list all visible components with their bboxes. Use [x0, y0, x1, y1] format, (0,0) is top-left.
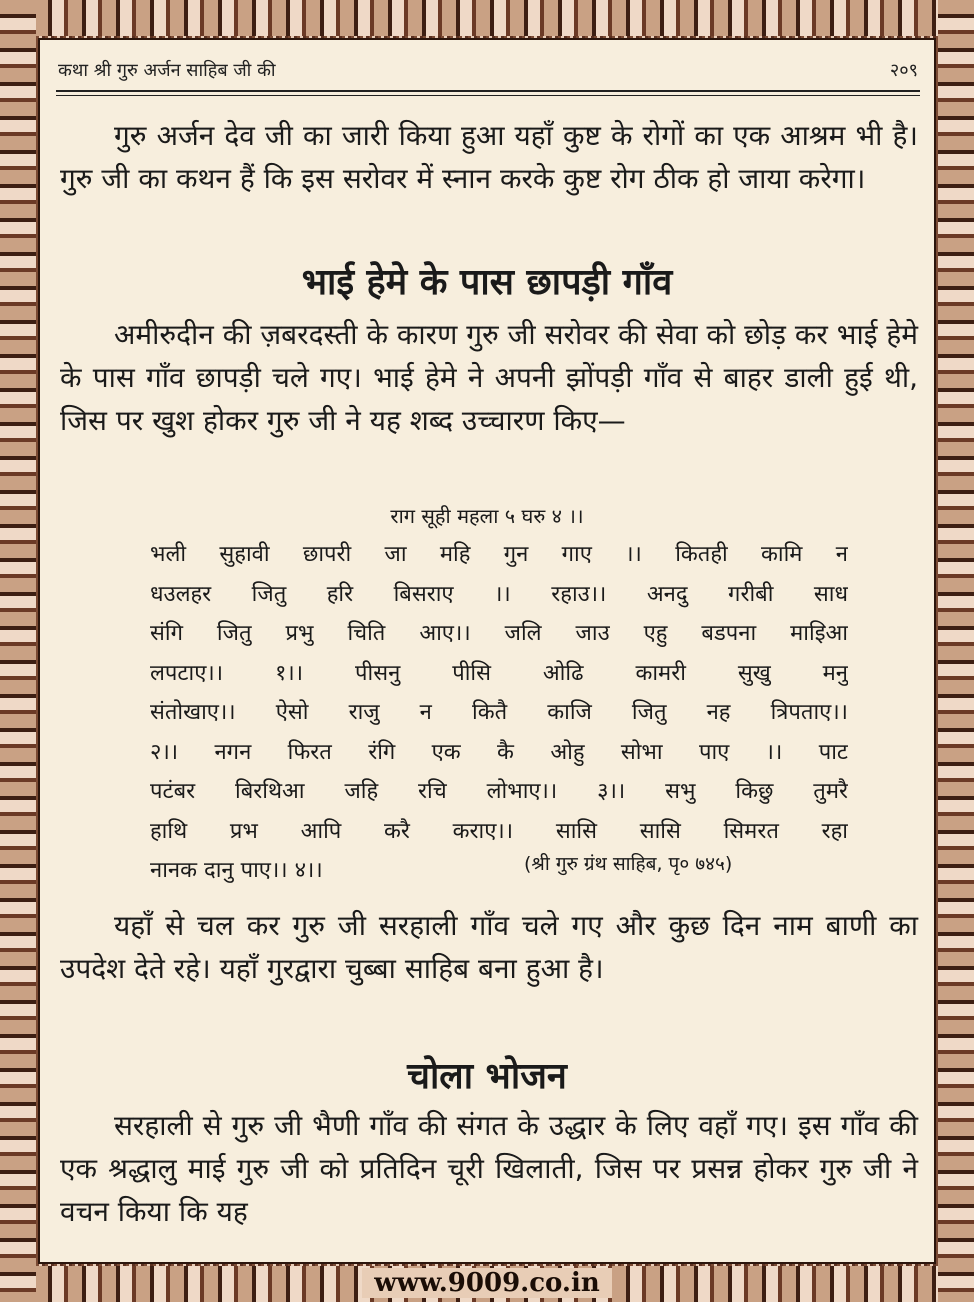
- verse-line: लपटाए।। १।। पीसनु पीसि ओढि कामरी सुखु मनु: [150, 660, 848, 686]
- frame-border-right: [938, 0, 974, 1302]
- paragraph-2: अमीरुदीन की ज़बरदस्ती के कारण गुरु जी सरोवर की सेवा को छोड़ कर भाई हेमे के पास गाँव छापड़ी चले गए। भाई हेमे ने अपनी झोंपड़ी गाँव से बाहर डाली हुई थी, जिस पर खुश होकर गुरु जी ने यह शब्द उच्चारण किए—: [60, 318, 918, 437]
- verse-citation: (श्री गुरु ग्रंथ साहिब, पृ० ७४५): [524, 853, 733, 875]
- header-rule-thin: [56, 95, 920, 96]
- paragraph-3: यहाँ से चल कर गुरु जी सरहाली गाँव चले गए और कुछ दिन नाम बाणी का उपदेश देते रहे। यहाँ गुरद्वारा चुब्बा साहिब बना हुआ है।: [60, 909, 918, 985]
- verse-line: नानक दानु पाए।। ४।।: [150, 858, 323, 883]
- frame-border-top: [0, 0, 974, 36]
- verse-block: [150, 535, 848, 891]
- verse-line: २।। नगन फिरत रंगि एक कै ओहु सोभा पाए ।। पाट: [150, 739, 848, 765]
- verse-line: भली सुहावी छापरी जा महि गुन गाए ।। कितही कामि न: [150, 542, 848, 567]
- website-link[interactable]: www.9009.co.in: [362, 1268, 612, 1298]
- verse-line: हाथि प्रभ आपि करै कराए।। सासि सासि सिमरत रहा: [150, 818, 848, 844]
- verse-line: धउलहर जितु हरि बिसराए ।। रहाउ।। अनदु गरीबी साध: [150, 581, 848, 607]
- paragraph-4: सरहाली से गुरु जी भैणी गाँव की संगत के उद्धार के लिए वहाँ गए। इस गाँव की एक श्रद्धालु माई गुरु जी को प्रतिदिन चूरी खिलाती, जिस पर प्रसन्न होकर गुरु जी ने वचन किया कि यह: [60, 1109, 918, 1228]
- frame-border-left: [0, 0, 36, 1302]
- header-title: कथा श्री गुरु अर्जन साहिब जी की: [58, 60, 276, 81]
- verse-title: राग सूही महला ५ घरु ४ ।।: [390, 504, 584, 528]
- page-number: २०९: [889, 60, 918, 81]
- paragraph-1: गुरु अर्जन देव जी का जारी किया हुआ यहाँ कुष्ट के रोगों का एक आश्रम भी है। गुरु जी का कथन हैं कि इस सरोवर में स्नान करके कुष्ट रोग ठीक हो जाया करेगा।: [60, 119, 918, 195]
- verse-line: संगि जितु प्रभु चिति आए।। जलि जाउ एहु बडपना माइिआ: [150, 621, 848, 646]
- verse-line: पटंबर बिरथिआ जहि रचि लोभाए।। ३।। सभु किछु तुमरै: [150, 779, 848, 804]
- verse-line: संतोखाए।। ऐसो राजु न कितै काजि जितु नह त्रिपताए।।: [150, 700, 848, 725]
- book-page: [38, 38, 936, 1264]
- section-heading-chhapri: भाई हेमे के पास छापड़ी गाँव: [301, 262, 673, 303]
- running-header: [58, 56, 918, 86]
- footer-website: [0, 1268, 974, 1298]
- header-rule: [56, 90, 920, 92]
- section-heading-chola-bhojan: चोला भोजन: [407, 1056, 567, 1097]
